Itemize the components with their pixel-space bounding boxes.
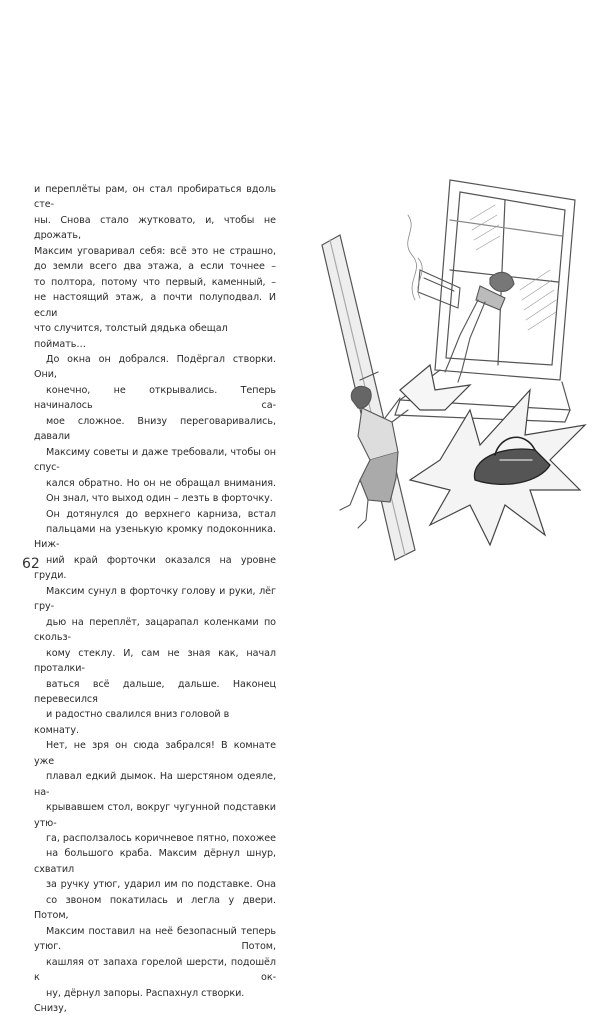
pencil-illustration: [300, 160, 590, 580]
boy-in-window: [445, 272, 514, 382]
text-line: Максим уговаривал себя: всё это не страшно,: [34, 245, 276, 257]
text-line: Он знал, что выход один – лезть в форточку.: [46, 493, 273, 505]
text-line: ны. Снова стало жутковато, и, чтобы не дрожать,: [34, 214, 276, 242]
text-line: га, расползалось коричневое пятно, похожее: [46, 833, 276, 845]
open-sash: [418, 270, 460, 308]
text-line: со звоном покатилась и легла у двери. Потом,: [34, 894, 276, 922]
text-line: кался обратно. Но он не обращал внимания.: [46, 477, 276, 489]
text-line: До окна он добрался. Подёргал створки. Они,: [34, 353, 276, 381]
text-line: не настоящий этаж, а почти полуподвал. И если: [34, 292, 276, 319]
text-line: конечно, не открывались. Теперь начиналось са-: [34, 384, 276, 412]
text-line: ний край форточки оказался на уровне груди.: [34, 554, 276, 582]
text-line: Максим поставил на неё безопасный теперь утюг. Потом,: [34, 925, 276, 953]
text-line: то полтора, потому что первый, каменный, –: [34, 276, 276, 288]
text-line: что случится, толстый дядька обещал поймать…: [34, 323, 228, 350]
text-line: и переплёты рам, он стал пробираться вдоль сте-: [34, 184, 276, 211]
text-line: пальцами на узенькую кромку подоконника. Ниж-: [34, 523, 276, 551]
text-line: ваться всё дальше, дальше. Наконец перевесился: [34, 678, 276, 705]
page-number: 62: [22, 556, 40, 572]
paragraph: [34, 352, 276, 507]
text-line: Он дотянулся до верхнего карниза, встал: [46, 508, 276, 520]
text-line: за ручку утюг, ударил им по подставке. Она: [46, 879, 276, 891]
paragraph: [34, 507, 276, 739]
text-line: на большого краба. Максим дёрнул шнур, схватил: [34, 848, 276, 875]
text-line: Нет, не зря он сюда забрался! В комнате уже: [34, 740, 276, 767]
paragraph: [34, 738, 276, 1016]
text-line: до земли всего два этажа, а если точнее –: [34, 261, 276, 273]
text-line: плавал едкий дымок. На шерстяном одеяле, на-: [34, 771, 276, 798]
text-line: кашляя от запаха горелой шерсти, подошёл к ок-: [34, 956, 276, 984]
body-text: [34, 182, 276, 1016]
wall-hatching: [470, 205, 556, 330]
text-line: дью на переплёт, зацарапал коленками по скольз-: [34, 616, 276, 644]
text-line: Максиму советы и даже требовали, чтобы он спус-: [34, 446, 276, 474]
text-line: кому стеклу. И, сам не зная как, начал проталки-: [34, 647, 276, 675]
smoke: [408, 215, 423, 300]
text-line: мое сложное. Внизу переговаривались, давали: [34, 415, 276, 443]
text-line: Максим сунул в форточку голову и руки, лёг гру-: [34, 585, 276, 613]
text-line: и радостно свалился вниз головой в комнату.: [34, 709, 230, 736]
paragraph: [34, 182, 276, 352]
text-line: ну, дёрнул запоры. Распахнул створки. Снизу,: [34, 987, 245, 1015]
text-line: крывавшем стол, вокруг чугунной подставки утю-: [34, 802, 276, 829]
